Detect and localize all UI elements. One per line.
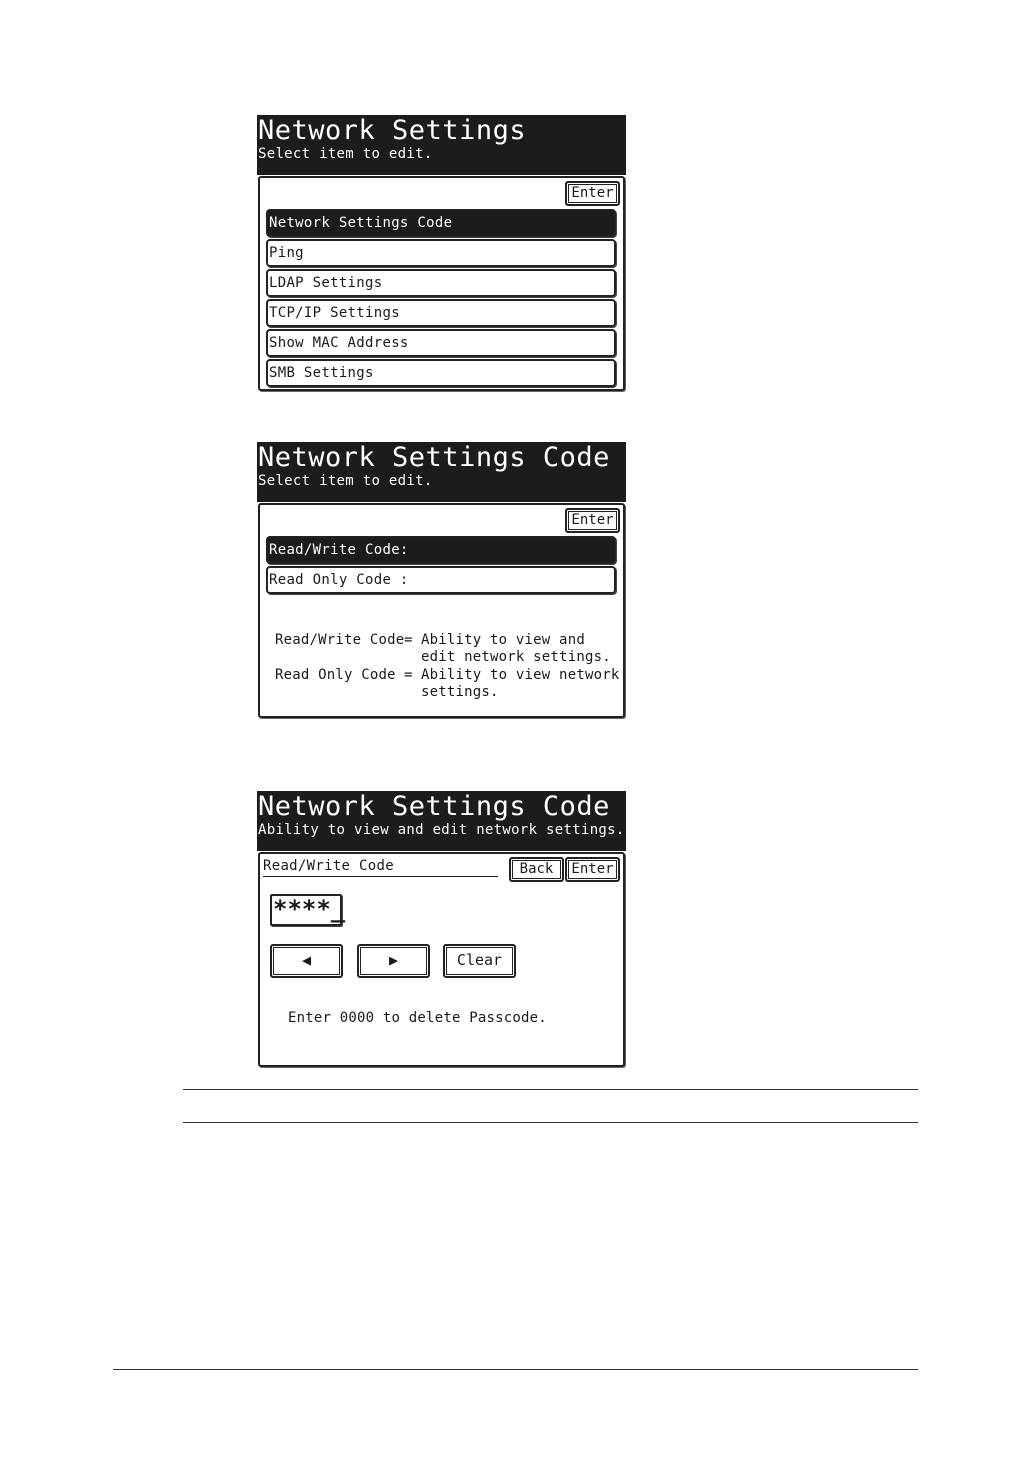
- description-rw-line2: edit network settings.: [421, 649, 611, 665]
- description-ro-term: Read Only Code: [275, 667, 396, 683]
- code-entry-panel: [258, 852, 625, 1067]
- enter-button[interactable]: Enter: [565, 508, 620, 533]
- menu-item-read-only-code[interactable]: Read Only Code :: [266, 566, 616, 594]
- menu-item-read-write-code[interactable]: Read/Write Code:: [266, 536, 616, 564]
- code-input[interactable]: ****_: [270, 894, 342, 926]
- delete-passcode-hint: Enter 0000 to delete Passcode.: [288, 1010, 547, 1026]
- field-label: Read/Write Code: [263, 857, 498, 877]
- menu-item-network-settings-code[interactable]: Network Settings Code: [266, 209, 616, 237]
- network-settings-screen: [257, 115, 626, 391]
- description-ro-line1: Ability to view network: [421, 667, 620, 683]
- description-ro-eq: =: [404, 667, 413, 683]
- description-rw-line1: Ability to view and: [421, 632, 585, 648]
- menu-item-ldap-settings[interactable]: LDAP Settings: [266, 269, 616, 297]
- menu-item-ping[interactable]: Ping: [266, 239, 616, 267]
- description-rw-term: Read/Write Code: [275, 632, 405, 648]
- enter-button[interactable]: Enter: [565, 181, 620, 206]
- description-ro-line2: settings.: [421, 684, 499, 700]
- footer-line: [113, 1369, 918, 1370]
- screen-subtitle: Select item to edit.: [258, 146, 433, 162]
- right-arrow-icon: ▶: [388, 951, 399, 969]
- code-type-panel: [258, 503, 625, 718]
- screen-header: [257, 791, 626, 851]
- code-entry-screen: [257, 791, 626, 1067]
- menu-panel: [258, 176, 625, 391]
- separator-line-bottom: [183, 1122, 918, 1123]
- screen-title: Network Settings Code: [258, 791, 610, 822]
- screen-header: [257, 115, 626, 175]
- screen-header: [257, 442, 626, 502]
- enter-button[interactable]: Enter: [565, 857, 620, 882]
- screen-subtitle: Ability to view and edit network settings.: [258, 822, 625, 838]
- screen-title: Network Settings: [258, 115, 527, 146]
- left-arrow-icon: ◀: [301, 951, 312, 969]
- cursor-right-button[interactable]: [357, 944, 430, 978]
- screen-subtitle: Select item to edit.: [258, 473, 433, 489]
- clear-button[interactable]: Clear: [443, 944, 516, 978]
- menu-item-smb-settings[interactable]: SMB Settings: [266, 359, 616, 387]
- description-rw-eq: =: [404, 632, 413, 648]
- network-settings-code-screen: [257, 442, 626, 718]
- screen-title: Network Settings Code: [258, 442, 610, 473]
- menu-item-tcpip-settings[interactable]: TCP/IP Settings: [266, 299, 616, 327]
- menu-item-show-mac-address[interactable]: Show MAC Address: [266, 329, 616, 357]
- back-button[interactable]: Back: [509, 857, 564, 882]
- cursor-left-button[interactable]: [270, 944, 343, 978]
- separator-line-top: [183, 1089, 918, 1090]
